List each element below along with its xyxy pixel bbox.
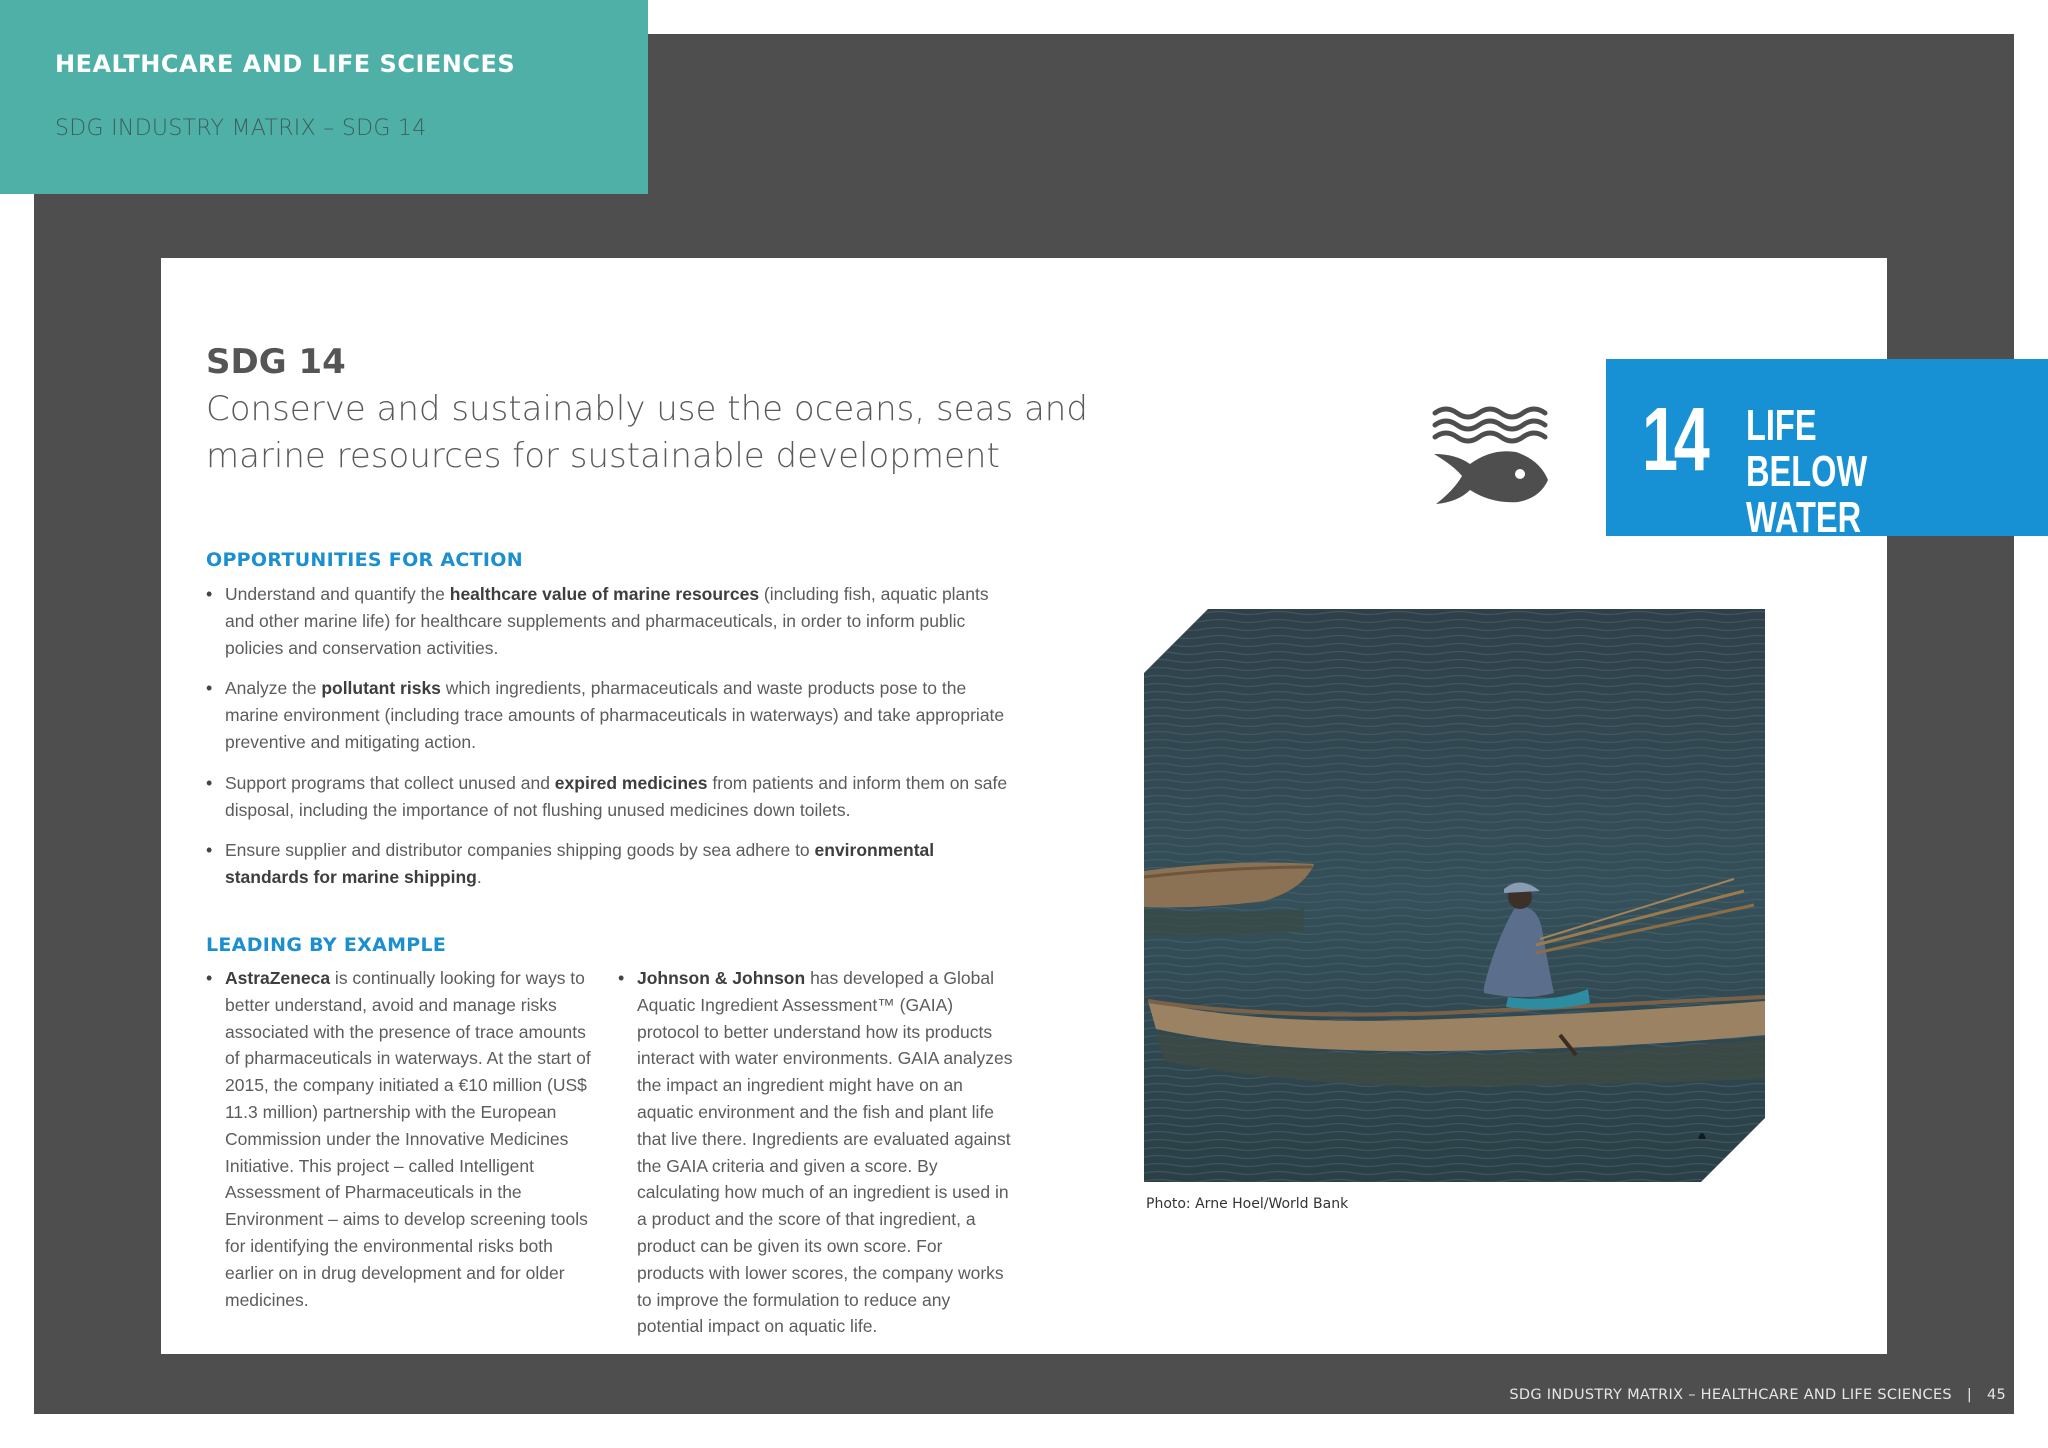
list-item-text: Support programs that collect unused and	[225, 772, 555, 793]
photo-credit: Photo: Arne Hoel/World Bank	[1146, 1196, 1349, 1212]
fisherman-canoe-photo	[1144, 609, 1765, 1182]
page-footer	[1509, 1387, 2006, 1403]
list-item-text: Ensure supplier and distributor companies shipping goods by sea adhere to	[225, 840, 815, 861]
fish-waves-icon	[1432, 404, 1550, 508]
list-item	[206, 770, 1012, 824]
list-item-text: .	[476, 867, 482, 888]
list-item-text: Understand and quantify the	[225, 584, 450, 604]
list-item-text: from patients and inform them on safe disposal, including the importance of not flushing unused medicines down toilets.	[225, 772, 1008, 820]
badge-label-line1: LIFE	[1746, 401, 1817, 450]
page-number: 45	[1986, 1387, 2006, 1403]
footer-text: SDG INDUSTRY MATRIX – HEALTHCARE AND LIFE SCIENCES	[1509, 1387, 1952, 1403]
header-title: HEALTHCARE AND LIFE SCIENCES	[55, 50, 516, 78]
footer-separator: |	[1966, 1387, 1973, 1403]
list-item	[206, 837, 1012, 891]
list-item	[206, 581, 1012, 661]
badge-number: 14	[1642, 390, 1706, 490]
list-item-text: has developed a Global Aquatic Ingredient Assessment™ (GAIA) protocol to better understand how its products interact with water environments. GAIA analyzes the impact an ingredient might have on an aquatic environment and the fish and plant life that live there. Ingredients are evaluated against the GAIA criteria and given a score. By calculating how much of an ingredient is used in a product and the score of that ingredient, a product can be given its own score. For products with lower scores, the company works to improve the formulation to reduce any potential impact on aquatic life.	[637, 968, 1013, 1337]
list-item-emphasis: pollutant risks	[321, 678, 441, 699]
opportunities-list	[206, 581, 1012, 905]
list-item-text: (including fish, aquatic plants and other marine life) for healthcare supplements and pharmaceuticals, in order to inform public policies and conservation activities.	[225, 584, 989, 658]
list-item	[206, 675, 1012, 755]
sdg-14-badge	[1606, 359, 2048, 542]
sdg-number-title: SDG 14	[206, 342, 346, 382]
badge-label	[1746, 403, 1969, 541]
list-item-emphasis: healthcare value of marine resources	[449, 584, 760, 604]
list-item-text: which ingredients, pharmaceuticals and waste products pose to the marine environment (including trace amounts of pharmaceuticals in waterways) and take appropriate preventive and mitigating action.	[225, 678, 1005, 752]
list-item-emphasis: environmental standards for marine shipping	[225, 840, 935, 888]
list-item-emphasis: Johnson & Johnson	[637, 968, 806, 988]
list-item-emphasis: expired medicines	[554, 772, 708, 793]
leading-column-2	[618, 965, 1014, 1354]
opportunities-heading: OPPORTUNITIES FOR ACTION	[206, 549, 523, 571]
leading-column-1	[206, 965, 594, 1327]
header-banner	[0, 0, 648, 194]
badge-label-line2: BELOW WATER	[1746, 447, 1868, 542]
list-item-text: Analyze the	[225, 678, 322, 699]
list-item-emphasis: AstraZeneca	[225, 968, 331, 988]
leading-heading: LEADING BY EXAMPLE	[206, 934, 447, 956]
sdg-goal-heading: Conserve and sustainably use the oceans, seas and marine resources for sustainable development	[206, 389, 1088, 476]
list-item-text: is continually looking for ways to better understand, avoid and manage risks associated with the presence of trace amounts of pharmaceuticals in waterways. At the start of 2015, the company initiated a €10 million (US$ 11.3 million) partnership with the European Commission under the Innovative Medicines Initiative. This project – called Intelligent Assessment of Pharmaceuticals in the Environment – aims to develop screening tools for identifying the environmental risks both earlier on in drug development and for older medicines.	[225, 968, 591, 1310]
list-item	[618, 965, 1014, 1340]
list-item	[206, 965, 594, 1313]
header-subtitle: SDG INDUSTRY MATRIX – SDG 14	[55, 116, 427, 141]
